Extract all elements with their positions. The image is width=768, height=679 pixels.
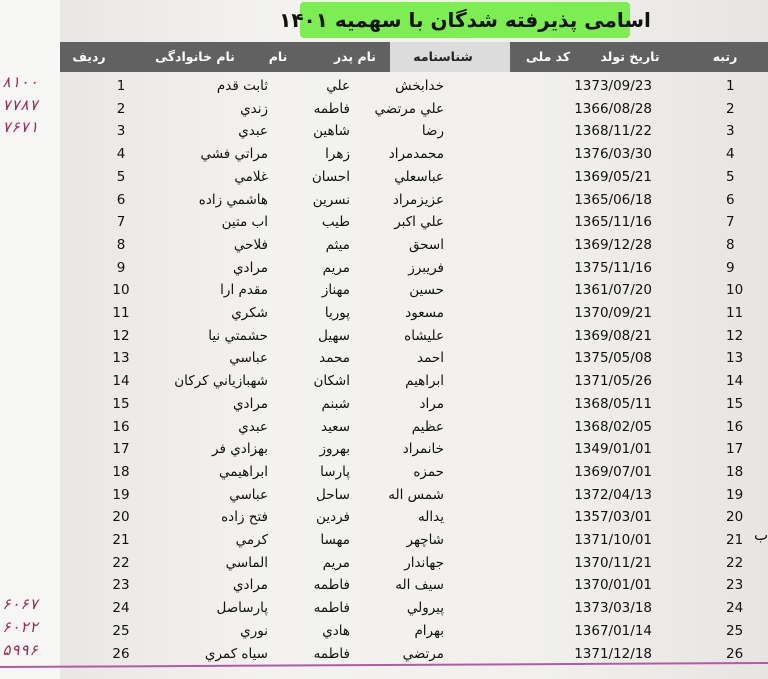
first-name-cell: محمد: [319, 350, 350, 367]
father-name-cell: بهرام: [414, 622, 444, 639]
header-rank: رتبه: [712, 49, 738, 64]
row-number: 17: [112, 441, 130, 458]
rank-cell: 4: [726, 146, 735, 163]
first-name-cell: پوريا: [324, 305, 350, 321]
first-name-cell: بهروز: [319, 441, 350, 458]
title-highlight: [279, 2, 651, 38]
father-name-cell: سيف اله: [395, 577, 444, 594]
rank-cell: 20: [726, 509, 744, 526]
table-row: [60, 325, 768, 348]
rank-cell: 1: [726, 78, 735, 94]
birth-date-cell: 1369/07/01: [574, 463, 652, 480]
first-name-cell: مهناز: [321, 282, 350, 299]
birth-date-cell: 1371/05/26: [574, 373, 652, 390]
row-number: 6: [116, 191, 126, 208]
family-name-cell: مقدم ارا: [220, 282, 268, 299]
row-number: 13: [112, 350, 130, 367]
father-name-cell: حسين: [409, 282, 444, 299]
rank-cell: 18: [726, 463, 744, 480]
row-number: 1: [116, 78, 126, 94]
row-number: 18: [112, 463, 130, 480]
row-number: 11: [112, 305, 130, 321]
family-name-cell: مرادي: [232, 259, 268, 276]
rank-cell: 26: [726, 645, 744, 662]
birth-date-cell: 1371/12/18: [574, 645, 652, 662]
table-row: [60, 574, 768, 597]
margin-note: ۷۷۸۷: [2, 95, 39, 114]
first-name-cell: فردين: [316, 509, 350, 526]
birth-date-cell: 1370/11/21: [574, 554, 652, 571]
header-first-name: نام: [268, 49, 288, 64]
family-name-cell: شكري: [231, 305, 268, 321]
family-name-cell: ثابت قدم: [216, 78, 268, 94]
row-number: 12: [112, 327, 130, 344]
family-name-cell: عباسي: [229, 486, 268, 503]
rank-cell: 24: [726, 600, 744, 617]
family-name-cell: مراتي فشي: [200, 146, 268, 163]
table-row: [60, 461, 768, 484]
first-name-cell: احسان: [311, 168, 350, 185]
row-number: 20: [112, 509, 130, 526]
birth-date-cell: 1368/02/05: [574, 418, 652, 435]
header-national-code: کد ملی: [525, 49, 571, 64]
birth-date-cell: 1365/06/18: [574, 191, 652, 208]
rank-cell: 23: [726, 577, 744, 594]
father-name-cell: علي اكبر: [394, 214, 444, 231]
row-number: 7: [116, 214, 126, 231]
birth-date-cell: 1373/03/18: [574, 600, 652, 617]
header-family-name: نام خانوادگی: [155, 49, 235, 64]
table-row: [60, 416, 768, 439]
first-name-cell: ميثم: [325, 236, 350, 253]
rank-cell: 2: [726, 100, 735, 117]
birth-date-cell: 1349/01/01: [574, 441, 652, 458]
rank-cell: 13: [726, 350, 744, 367]
father-name-cell: عباسعلي: [394, 168, 444, 185]
family-name-cell: فلاحي: [233, 236, 268, 253]
family-name-cell: فتح زاده: [221, 509, 268, 526]
first-name-cell: شاهين: [313, 123, 350, 140]
row-number: 26: [112, 645, 130, 662]
first-name-cell: مهسا: [320, 532, 350, 548]
row-number: 24: [112, 600, 130, 617]
father-name-cell: خانمراد: [402, 441, 444, 458]
first-name-cell: فاطمه: [313, 645, 350, 662]
row-number: 8: [116, 236, 126, 253]
first-name-cell: فاطمه: [313, 577, 350, 594]
family-name-cell: پارساصل: [216, 600, 268, 617]
row-number: 2: [116, 100, 126, 117]
first-name-cell: پارسا: [320, 463, 350, 480]
father-name-cell: عظيم: [411, 418, 444, 435]
birth-date-cell: 1373/09/23: [574, 78, 652, 94]
family-name-cell: بهزادي فر: [212, 441, 268, 458]
rank-cell: 21: [726, 532, 744, 548]
row-number: 22: [112, 554, 130, 571]
father-name-cell: عزيزمراد: [392, 191, 444, 208]
row-number: 10: [112, 282, 130, 299]
row-number: 3: [116, 123, 126, 140]
row-number: 25: [112, 622, 130, 639]
father-name-cell: مرتضي: [402, 645, 444, 662]
first-name-cell: سهيل: [318, 327, 350, 344]
birth-date-cell: 1368/11/22: [574, 123, 652, 140]
table-row: [60, 484, 768, 507]
table-row: [60, 257, 768, 280]
family-name-cell: عباسي: [229, 350, 268, 367]
header-radif: ردیف: [72, 49, 106, 64]
father-name-cell: شمس اله: [388, 486, 444, 503]
table-row: [60, 143, 768, 166]
rank-cell: 22: [726, 554, 744, 571]
table-row: [60, 302, 768, 325]
birth-date-cell: 1357/03/01: [574, 509, 652, 526]
first-name-cell: مريم: [322, 554, 350, 571]
table-row: [60, 120, 768, 143]
rank-cell: 8: [726, 236, 735, 253]
rank-cell: 6: [726, 191, 735, 208]
family-name-cell: كرمي: [235, 532, 268, 548]
birth-date-cell: 1372/04/13: [574, 486, 652, 503]
birth-date-cell: 1361/07/20: [574, 282, 652, 299]
rank-cell: 11: [726, 305, 744, 321]
header-birth-date: تاریخ تولد: [600, 49, 660, 64]
father-name-cell: مسعود: [405, 305, 444, 321]
row-number: 23: [112, 577, 130, 594]
family-name-cell: زندي: [240, 100, 268, 117]
birth-date-cell: 1370/01/01: [574, 577, 652, 594]
table-row: [60, 279, 768, 302]
father-name-cell: شاچهر: [406, 532, 444, 548]
rank-cell: 14: [726, 373, 744, 390]
father-name-cell: محمدمراد: [388, 146, 444, 163]
table-row: [60, 506, 768, 529]
father-name-cell: علي مرتضي: [374, 100, 444, 117]
family-name-cell: عبدي: [238, 418, 268, 435]
rank-cell: 5: [726, 168, 735, 185]
first-name-cell: علي: [326, 78, 350, 94]
margin-note: ۸۱۰۰: [2, 73, 39, 91]
handwritten-margin-notes: [0, 0, 70, 679]
birth-date-cell: 1369/12/28: [574, 236, 652, 253]
table-row: [60, 211, 768, 234]
father-name-cell: حمزه: [413, 463, 444, 480]
birth-date-cell: 1368/05/11: [574, 395, 652, 412]
first-name-cell: طيب: [321, 214, 350, 231]
rank-cell: 7: [726, 214, 735, 231]
family-name-cell: اب متين: [221, 214, 268, 231]
birth-date-cell: 1369/05/21: [574, 168, 652, 185]
edge-text-fragment: ب: [754, 526, 768, 544]
table-row: [60, 75, 768, 98]
birth-date-cell: 1369/08/21: [574, 327, 652, 344]
birth-date-cell: 1376/03/30: [574, 146, 652, 163]
rank-cell: 19: [726, 486, 744, 503]
family-name-cell: عبدي: [238, 123, 268, 140]
birth-date-cell: 1375/05/08: [574, 350, 652, 367]
table-row: [60, 98, 768, 121]
family-name-cell: سياه كمري: [204, 645, 268, 662]
birth-date-cell: 1371/10/01: [574, 532, 652, 548]
father-name-cell: احمد: [417, 350, 444, 367]
rank-cell: 25: [726, 622, 744, 639]
father-name-cell: خدابخش: [395, 78, 444, 94]
first-name-cell: فاطمه: [313, 100, 350, 117]
rank-cell: 17: [726, 441, 744, 458]
margin-note: ۵۹۹۶: [2, 640, 39, 659]
table-row: [60, 347, 768, 370]
table-row: [60, 189, 768, 212]
table-row: [60, 438, 768, 461]
family-name-cell: مرادي: [232, 395, 268, 412]
row-number: 5: [116, 168, 126, 185]
margin-note: ۷۶۷۱: [2, 118, 39, 137]
birth-date-cell: 1366/08/28: [574, 100, 652, 117]
rank-cell: 3: [726, 123, 735, 140]
table-row: [60, 620, 768, 643]
birth-date-cell: 1365/11/16: [574, 214, 652, 231]
first-name-cell: شبنم: [321, 395, 350, 412]
row-number: 14: [112, 373, 130, 390]
father-name-cell: رضا: [421, 123, 444, 140]
father-name-cell: ابراهيم: [405, 373, 444, 390]
father-name-cell: اسحق: [408, 236, 444, 253]
family-name-cell: حشمتي نيا: [208, 327, 268, 344]
birth-date-cell: 1367/01/14: [574, 622, 652, 639]
table-row: [60, 234, 768, 257]
row-number: 4: [116, 146, 126, 163]
table-row: [60, 166, 768, 189]
header-father-name: نام پدر: [333, 49, 376, 64]
rank-cell: 15: [726, 395, 744, 412]
table-row: [60, 552, 768, 575]
family-name-cell: ابراهيمي: [219, 463, 268, 480]
family-name-cell: غلامي: [234, 168, 268, 185]
first-name-cell: نسرين: [312, 191, 350, 208]
rank-cell: 10: [726, 282, 744, 299]
row-number: 15: [112, 395, 130, 412]
table-row: [60, 597, 768, 620]
birth-date-cell: 1370/09/21: [574, 305, 652, 321]
first-name-cell: هادي: [322, 622, 350, 639]
family-name-cell: نوري: [240, 622, 268, 639]
rank-cell: 9: [726, 259, 735, 276]
family-name-cell: الماسي: [225, 554, 268, 571]
first-name-cell: مريم: [322, 259, 350, 276]
father-name-cell: پيرولي: [406, 600, 444, 617]
table-row: [60, 370, 768, 393]
row-number: 21: [112, 532, 130, 548]
page-title: اسامی پذیرفته شدگان با سهمیه ۱۴۰۱: [279, 8, 651, 32]
table-row: [60, 529, 768, 552]
rank-cell: 12: [726, 327, 744, 344]
father-name-cell: مراد: [419, 395, 444, 412]
first-name-cell: اشكان: [313, 373, 350, 390]
table-row: [60, 393, 768, 416]
margin-note: ۶۰۶۷: [2, 595, 39, 614]
margin-note: ۶۰۲۲: [2, 617, 39, 636]
first-name-cell: سعيد: [321, 418, 350, 435]
row-number: 16: [112, 418, 130, 435]
family-name-cell: هاشمي زاده: [198, 191, 268, 208]
row-number: 19: [112, 486, 130, 503]
family-name-cell: مرادي: [232, 577, 268, 594]
father-name-cell: يداله: [418, 509, 444, 526]
row-number: 9: [116, 259, 126, 276]
first-name-cell: زهرا: [325, 146, 350, 163]
rank-cell: 16: [726, 418, 744, 435]
birth-date-cell: 1375/11/16: [574, 259, 652, 276]
first-name-cell: ساحل: [316, 486, 350, 503]
father-name-cell: جهاندار: [404, 554, 444, 571]
father-name-cell: فريبرز: [408, 259, 444, 276]
family-name-cell: شهبازياني كركان: [174, 373, 268, 390]
first-name-cell: فاطمه: [313, 600, 350, 617]
father-name-cell: عليشاه: [404, 327, 444, 344]
header-id-number: شناسنامه: [413, 49, 473, 64]
